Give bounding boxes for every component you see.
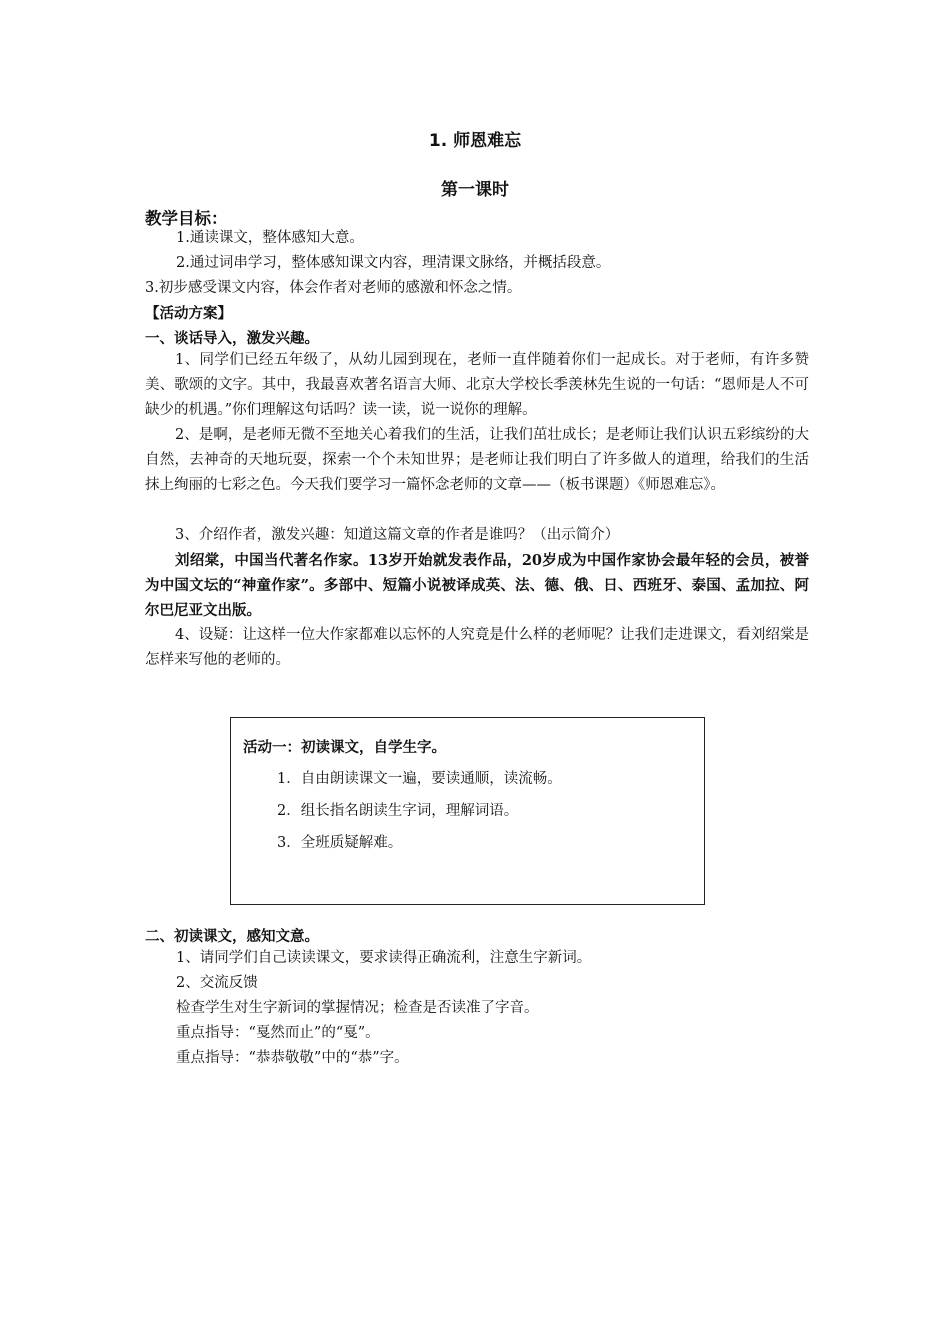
- section2-heading: 二、初读课文，感知文意。: [145, 929, 319, 945]
- activity-box: [230, 717, 705, 905]
- activity-item: 2．组长指名朗读生字词，理解词语。: [277, 803, 519, 819]
- section1-paragraph: 1、同学们已经五年级了，从幼儿园到现在，老师一直伴随着你们一起成长。对于老师，有许多赞美、歌颂的文字。其中，我最喜欢著名语言大师、北京大学校长季羡林先生说的一句话：“恩师是人不可缺少的机遇。”你们理解这句话吗？读一读，说一说你的理解。: [145, 352, 809, 418]
- activity-item: 1．自由朗读课文一遍，要读通顺，读流畅。: [277, 771, 562, 787]
- goal-item: 3.初步感受课文内容，体会作者对老师的感激和怀念之情。: [145, 280, 522, 296]
- section1-heading: 一、谈话导入，激发兴趣。: [145, 331, 319, 347]
- section1-paragraph: 2、是啊，是老师无微不至地关心着我们的生活，让我们茁壮成长；是老师让我们认识五彩缤纷的大自然，去神奇的天地玩耍，探索一个个未知世界；是老师让我们明白了许多做人的道理，给我们的生活抹上绚丽的七彩之色。今天我们要学习一篇怀念老师的文章——（板书课题）《师恩难忘》。: [145, 427, 809, 493]
- author-bio: 刘绍棠，中国当代著名作家。13岁开始就发表作品，20岁成为中国作家协会最年轻的会员，被誉为中国文坛的“神童作家”。多部中、短篇小说被译成英、法、德、俄、日、西班牙、泰国、孟加拉、阿尔巴尼亚文出版。: [145, 552, 809, 619]
- section2-line: 2、交流反馈: [176, 975, 258, 991]
- lesson-subtitle: 第一课时: [441, 180, 509, 200]
- page-title: 1. 师恩难忘: [428, 131, 522, 151]
- section2-line: 重点指导：“恭恭敬敬”中的“恭”字。: [176, 1050, 409, 1066]
- goal-item: 2.通过词串学习，整体感知课文内容，理清课文脉络，并概括段意。: [176, 255, 611, 271]
- section2-line: 重点指导：“戛然而止”的“戛”。: [176, 1025, 380, 1041]
- section2-line: 检查学生对生字新词的掌握情况；检查是否读准了字音。: [176, 1000, 539, 1016]
- section1-paragraph: 3、介绍作者，激发兴趣：知道这篇文章的作者是谁吗？（出示简介）: [175, 527, 620, 543]
- activity-title: 活动一：初读课文，自学生字。: [243, 740, 446, 756]
- goal-item: 1.通读课文，整体感知大意。: [176, 230, 364, 246]
- section2-line: 1、请同学们自己读读课文，要求读得正确流利，注意生字新词。: [176, 950, 592, 966]
- section1-paragraph: 4、设疑：让这样一位大作家都难以忘怀的人究竟是什么样的老师呢？让我们走进课文，看刘绍棠是怎样来写他的老师的。: [145, 627, 809, 668]
- activity-item: 3．全班质疑解难。: [277, 835, 403, 851]
- plan-heading: 【活动方案】: [145, 306, 232, 322]
- goals-heading: 教学目标：: [145, 209, 228, 228]
